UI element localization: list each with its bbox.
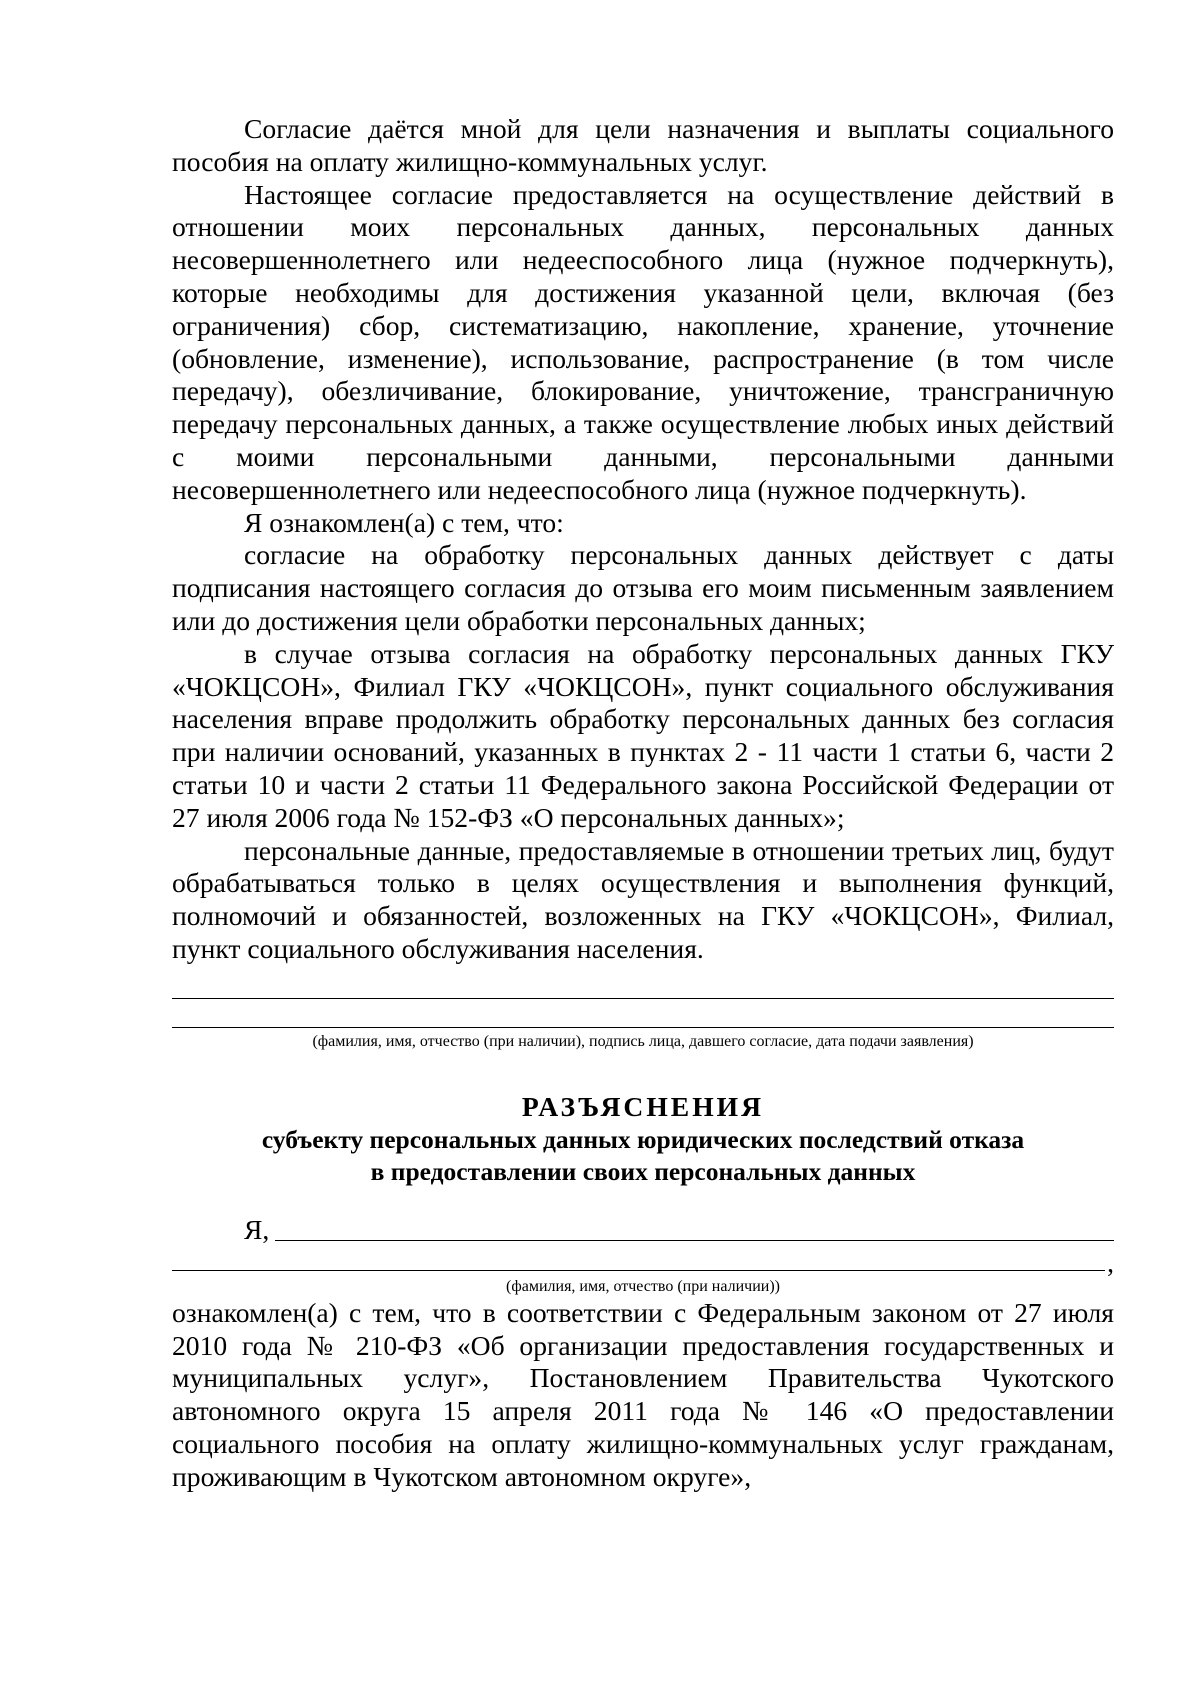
fio-trailing-comma: , (1107, 1246, 1114, 1278)
section-heading: РАЗЪЯСНЕНИЯ (521, 1090, 765, 1122)
paragraph-third-parties: персональные данные, предоставляемые в отношении третьих лиц, будут обрабатываться только в целях осуществления и выполнения функций, полномочий и обязанностей, возложенных на ГКУ «ЧОКЦСОН», Филиал, пункт социального обслуживания населения. (172, 834, 1114, 964)
fio-field-row-2 (172, 1246, 1114, 1276)
section-subheading-line1: субъекту персональных данных юридических последствий отказа (261, 1124, 1025, 1154)
paragraph-consent-validity: согласие на обработку персональных данных действует с даты подписания настоящего согласия до отзыва его моим письменным заявлением или до достижения цели обработки персональных данных; (172, 539, 1114, 636)
signature-line-2[interactable] (172, 1027, 1114, 1028)
paragraph-purpose: Согласие даётся мной для цели назначения и выплаты социального пособия на оплату жилищно-коммунальных услуг. (172, 113, 1114, 177)
fio-label: Я, (244, 1213, 270, 1245)
fio-caption: (фамилия, имя, отчество (при наличии)) (506, 1277, 780, 1295)
signature-caption: (фамилия, имя, отчество (при наличии), подпись лица, давшего согласие, дата подачи заявления) (312, 1032, 974, 1050)
paragraph-legal-basis: ознакомлен(а) с тем, что в соответствии с Федеральным законом от 27 июля 2010 года № 210-ФЗ «Об организации предоставления государственных и муниципальных услуг», Постановлением Правительства Чукотского автономного округа 15 апреля 2011 года № 146 «О предоставлении социального пособия на оплату жилищно-коммунальных услуг гражданам, проживающим в Чукотском автономном округе», (172, 1296, 1114, 1492)
paragraph-acknowledged: Я ознакомлен(а) с тем, что: (244, 506, 564, 538)
fio-field-row (172, 1210, 1114, 1246)
paragraph-consent-actions: Настоящее согласие предоставляется на осуществление действий в отношении моих персональных данных, персональных данных несовершеннолетнего или недееспособного лица (нужное подчеркнуть), которые необходимы для достижения указанной цели, включая (без ограничения) сбор, систематизацию, накопление, хранение, уточнение (обновление, изменение), использование, распространение (в том числе передачу), обезличивание, блокирование, уничтожение, трансграничную передачу персональных данных, а также осуществление любых иных действий с моими персональными данными, персональными данными несовершеннолетнего или недееспособного лица (нужное подчеркнуть). (172, 178, 1114, 505)
section-subheading-line2: в предоставлении своих персональных данных (370, 1156, 916, 1186)
fio-input-line[interactable] (275, 1240, 1114, 1241)
paragraph-consent-withdrawal: в случае отзыва согласия на обработку персональных данных ГКУ «ЧОКЦСОН», Филиал ГКУ «ЧОКЦСОН», пункт социального обслуживания населения вправе продолжить обработку персональных данных без согласия при наличии оснований, указанных в пунктах 2 - 11 части 1 статьи 6, части 2 статьи 10 и части 2 статьи 11 Федерального закона Российской Федерации от 27 июля 2006 года № 152-ФЗ «О персональных данных»; (172, 637, 1114, 833)
fio-input-line-2[interactable] (172, 1270, 1105, 1271)
document-page (172, 113, 1114, 1494)
